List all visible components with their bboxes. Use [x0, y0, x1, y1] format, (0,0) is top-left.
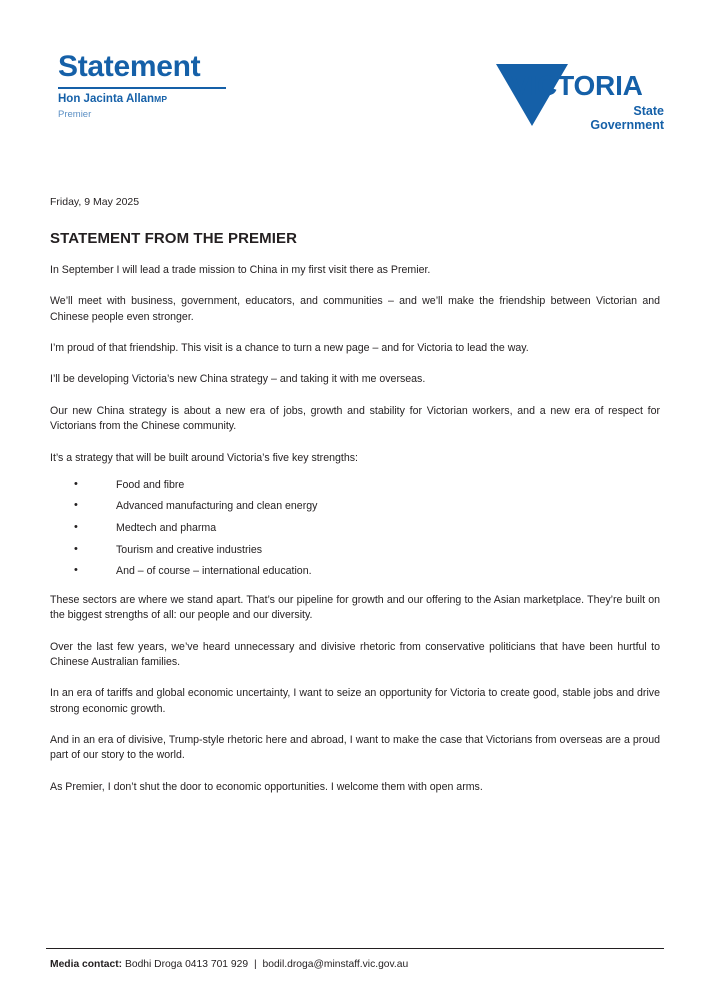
list-item: • Advanced manufacturing and clean energy: [50, 501, 660, 512]
footer-divider: [46, 948, 664, 949]
document-body: [46, 196, 664, 795]
document-footer: [46, 948, 664, 972]
paragraph: We’ll meet with business, government, educators, and communities – and we’ll make the friendship between Victorian and Chinese people even stronger.: [50, 295, 660, 323]
paragraph: As Premier, I don’t shut the door to economic opportunities. I welcome them with open arms.: [50, 780, 483, 793]
list-item: • Medtech and pharma: [50, 523, 660, 534]
paragraph: I’ll be developing Victoria’s new China strategy – and taking it with me overseas.: [50, 373, 426, 386]
masthead-title: Statement: [58, 50, 201, 83]
victoria-government-logo: [496, 50, 664, 150]
minister-name-text: Hon Jacinta Allan: [58, 93, 155, 105]
minister-role: Premier: [58, 108, 92, 120]
letterhead: [46, 0, 664, 150]
paragraph: It’s a strategy that will be built around Victoria’s five key strengths:: [50, 451, 358, 464]
list-item: • Tourism and creative industries: [50, 545, 660, 556]
list-item: • And – of course – international education.: [50, 566, 660, 577]
paragraph: In an era of tariffs and global economic uncertainty, I want to seize an opportunity for Victoria to create good, stable jobs and drive strong economic growth.: [50, 687, 660, 715]
logo-subtext-line2: Government: [590, 118, 664, 132]
masthead: [58, 52, 226, 120]
paragraph: And in an era of divisive, Trump-style rhetoric here and abroad, I want to make the case that Victorians from overseas are a proud part of our story to the world.: [50, 734, 660, 762]
media-contact-name-phone: Bodhi Droga 0413 701 929: [124, 959, 249, 971]
paragraph: Over the last few years, we’ve heard unnecessary and divisive rhetoric from conservative politicians that have been hurtful to Chinese Australian families.: [50, 640, 660, 668]
list-item: • Food and fibre: [50, 480, 660, 491]
logo-wordmark: VICTORIA: [511, 70, 643, 101]
footer-separator: |: [253, 959, 257, 971]
paragraph: I’m proud of that friendship. This visit is a chance to turn a new page – and for Victoria to lead the way.: [50, 342, 529, 355]
masthead-divider: [58, 87, 226, 89]
document-date: Friday, 9 May 2025: [50, 196, 140, 208]
page-title: STATEMENT FROM THE PREMIER: [50, 230, 298, 247]
minister-suffix: MP: [154, 94, 168, 104]
logo-subtext-line1: State: [633, 104, 664, 118]
paragraph: Our new China strategy is about a new era of jobs, growth and stability for Victorian workers, and a new era of respect for Victorians from the Chinese community.: [50, 404, 660, 433]
media-contact-label: Media contact:: [50, 959, 123, 971]
minister-name: [58, 93, 226, 107]
media-contact-email[interactable]: bodil.droga@minstaff.vic.gov.au: [262, 959, 409, 971]
paragraph: These sectors are where we stand apart. That’s our pipeline for growth and our offering to the Asian marketplace. They’re built on the biggest strengths of all: our people and our diversity.: [50, 593, 660, 622]
media-contact: [46, 958, 664, 972]
key-strengths-list: [50, 480, 660, 577]
logo-subtext: [590, 104, 664, 132]
paragraph: In September I will lead a trade mission to China in my first visit there as Premier.: [50, 264, 431, 276]
